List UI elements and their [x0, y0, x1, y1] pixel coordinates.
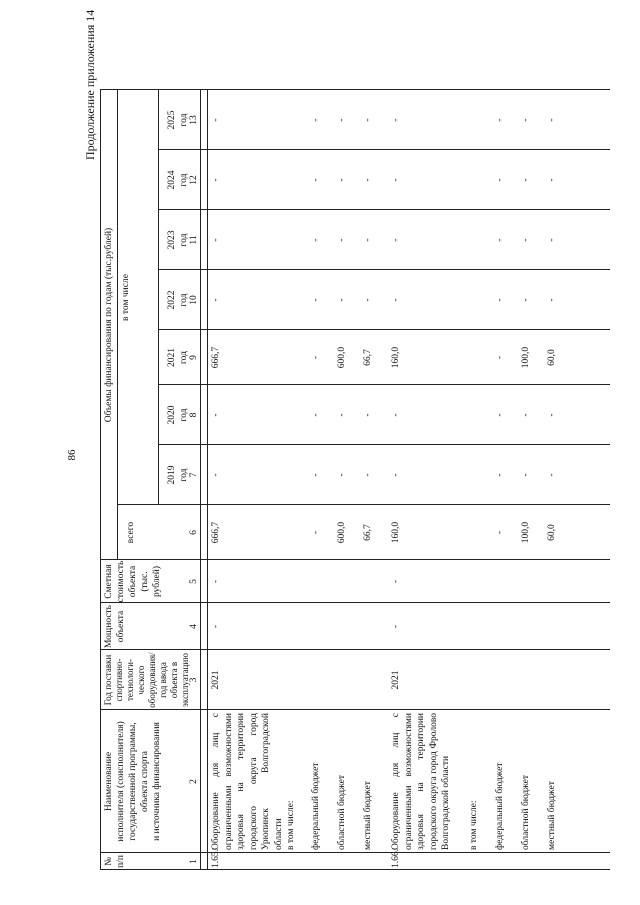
header-number: 7 — [189, 472, 199, 478]
row-value: - — [311, 298, 321, 302]
grid-vline — [158, 149, 610, 150]
row-value: 66,7 — [363, 349, 373, 366]
header-col-name: Наименование исполнителя (соисполнителя) государственной программы, объекта спорта и источника финансирования — [104, 721, 162, 842]
row-value: - — [211, 178, 221, 182]
row-value: - — [391, 413, 401, 417]
row-value: 600,0 — [337, 521, 347, 544]
row-value: - — [211, 473, 221, 477]
row-value: - — [495, 530, 505, 535]
row-value: 160,0 — [391, 521, 401, 544]
row-name: в том числе: — [286, 800, 296, 850]
header-year: 2024 год — [167, 170, 189, 190]
row-capacity: - — [211, 624, 221, 629]
row-value: - — [311, 178, 321, 182]
grid-vline — [158, 269, 610, 270]
row-year: 2021 — [391, 670, 401, 690]
row-value: - — [521, 473, 531, 477]
header-col-including: в том числе — [121, 274, 131, 321]
row-value: - — [363, 118, 373, 122]
row-value: - — [495, 355, 505, 360]
row-name: в том числе: — [469, 800, 479, 850]
row-value: - — [391, 178, 401, 182]
header-number: 5 — [189, 579, 199, 584]
row-value: - — [495, 118, 505, 122]
row-number: 1.66. — [391, 849, 401, 868]
row-value: - — [547, 178, 557, 182]
row-value: - — [337, 178, 347, 182]
grid-vline — [100, 869, 610, 870]
grid-hline-top — [100, 90, 101, 870]
row-name: Оборудование для лиц с ограниченными возможностями здоровья на территории городского округа город Фролово Волгоградской области — [391, 713, 451, 850]
row-value: - — [211, 413, 221, 417]
row-year: 2021 — [211, 670, 221, 690]
row-value: - — [521, 413, 531, 417]
grid-hline-numbers — [200, 90, 201, 870]
header-year: 2020 год — [167, 405, 189, 425]
row-value: - — [211, 298, 221, 302]
grid-hline-volumes — [117, 90, 118, 560]
row-value: 66,7 — [363, 524, 373, 541]
row-name: Оборудование для лиц с ограниченными возможностями здоровья на территории городского округа город Урюпинск Волгоградской области — [211, 713, 284, 850]
row-name: федеральный бюджет — [311, 762, 321, 850]
grid-vline — [158, 209, 610, 210]
row-value: - — [521, 118, 531, 122]
header-number: 4 — [189, 624, 199, 629]
row-value: - — [363, 298, 373, 302]
row-capacity: - — [391, 624, 401, 629]
row-name: областной бюджет — [521, 774, 531, 850]
row-value: 60,0 — [547, 524, 557, 541]
header-year: 2019 год — [167, 465, 189, 485]
row-value: - — [311, 118, 321, 122]
row-value: - — [311, 238, 321, 242]
row-value: - — [547, 238, 557, 242]
header-year: 2022 год — [167, 290, 189, 310]
row-name: местный бюджет — [547, 781, 557, 850]
row-name: федеральный бюджет — [495, 762, 505, 850]
row-value: - — [521, 238, 531, 242]
row-value: - — [337, 413, 347, 417]
row-value: - — [495, 298, 505, 302]
header-number: 11 — [189, 235, 199, 245]
header-number: 1 — [189, 859, 199, 864]
grid-hline-rows — [207, 90, 208, 870]
row-value: - — [391, 473, 401, 477]
row-value: - — [311, 530, 321, 535]
continuation-title: Продолжение приложения 14 — [83, 9, 97, 160]
header-number: 12 — [189, 175, 199, 185]
grid-vline — [158, 444, 610, 445]
row-value: - — [391, 118, 401, 122]
header-number: 6 — [189, 530, 199, 535]
grid-vline — [158, 384, 610, 385]
grid-hline-years — [158, 90, 159, 505]
grid-vline — [100, 602, 610, 603]
header-number: 8 — [189, 412, 199, 418]
row-name: областной бюджет — [337, 774, 347, 850]
header-col-capacity: Мощность объекта — [104, 604, 126, 649]
header-col-volumes: Объемы финансирования по годам (тыс.рублей) — [104, 227, 114, 423]
header-number: 2 — [189, 779, 199, 784]
grid-vline — [100, 559, 610, 560]
row-value: - — [363, 178, 373, 182]
row-number: 1.65. — [211, 849, 221, 868]
row-cost: - — [211, 579, 221, 584]
header-col-total: всего — [126, 521, 136, 544]
header-number: 10 — [189, 295, 199, 305]
row-value: - — [337, 473, 347, 477]
row-value: - — [521, 298, 531, 302]
header-col-num: № п/п — [104, 855, 126, 868]
row-value: - — [337, 298, 347, 302]
header-col-cost: Сметная стоимость объекта (тыс. рублей) — [104, 560, 162, 603]
header-year: 2023 год — [167, 230, 189, 250]
row-value: - — [311, 473, 321, 477]
row-value: 600,0 — [337, 346, 347, 369]
row-value: 100,0 — [521, 521, 531, 544]
row-value: - — [311, 355, 321, 360]
row-value: - — [547, 473, 557, 477]
row-value: - — [211, 118, 221, 122]
row-value: - — [547, 298, 557, 302]
row-value: - — [337, 238, 347, 242]
header-year: 2021 год — [167, 348, 189, 367]
row-cost: - — [391, 579, 401, 584]
row-value: - — [363, 413, 373, 417]
row-value: - — [495, 238, 505, 242]
row-name: местный бюджет — [363, 781, 373, 850]
row-value: 60,0 — [547, 349, 557, 366]
header-number: 9 — [189, 355, 199, 360]
row-value: - — [391, 298, 401, 302]
row-value: - — [547, 413, 557, 417]
row-value: - — [211, 238, 221, 242]
row-value: - — [391, 238, 401, 242]
row-value: - — [337, 118, 347, 122]
row-value: 666,7 — [211, 521, 221, 544]
header-number: 13 — [189, 115, 199, 125]
header-year: 2025 год — [167, 110, 189, 130]
row-value: 160,0 — [391, 346, 401, 369]
row-value: - — [363, 473, 373, 477]
row-value: - — [495, 178, 505, 182]
row-value: - — [363, 238, 373, 242]
grid-vline — [158, 329, 610, 330]
header-col-year-delivery: Год поставки спортивно- технологи- ческого оборудования/ год ввода объекта в эксплуатацию — [103, 652, 190, 708]
row-value: 100,0 — [521, 346, 531, 369]
row-value: - — [495, 473, 505, 477]
page-number: 86 — [66, 449, 78, 461]
row-value: - — [547, 118, 557, 122]
grid-vline — [100, 852, 610, 853]
row-value: - — [521, 178, 531, 182]
header-number: 3 — [189, 677, 199, 683]
row-value: 666,7 — [211, 346, 221, 369]
row-value: - — [495, 413, 505, 417]
row-value: - — [311, 413, 321, 417]
